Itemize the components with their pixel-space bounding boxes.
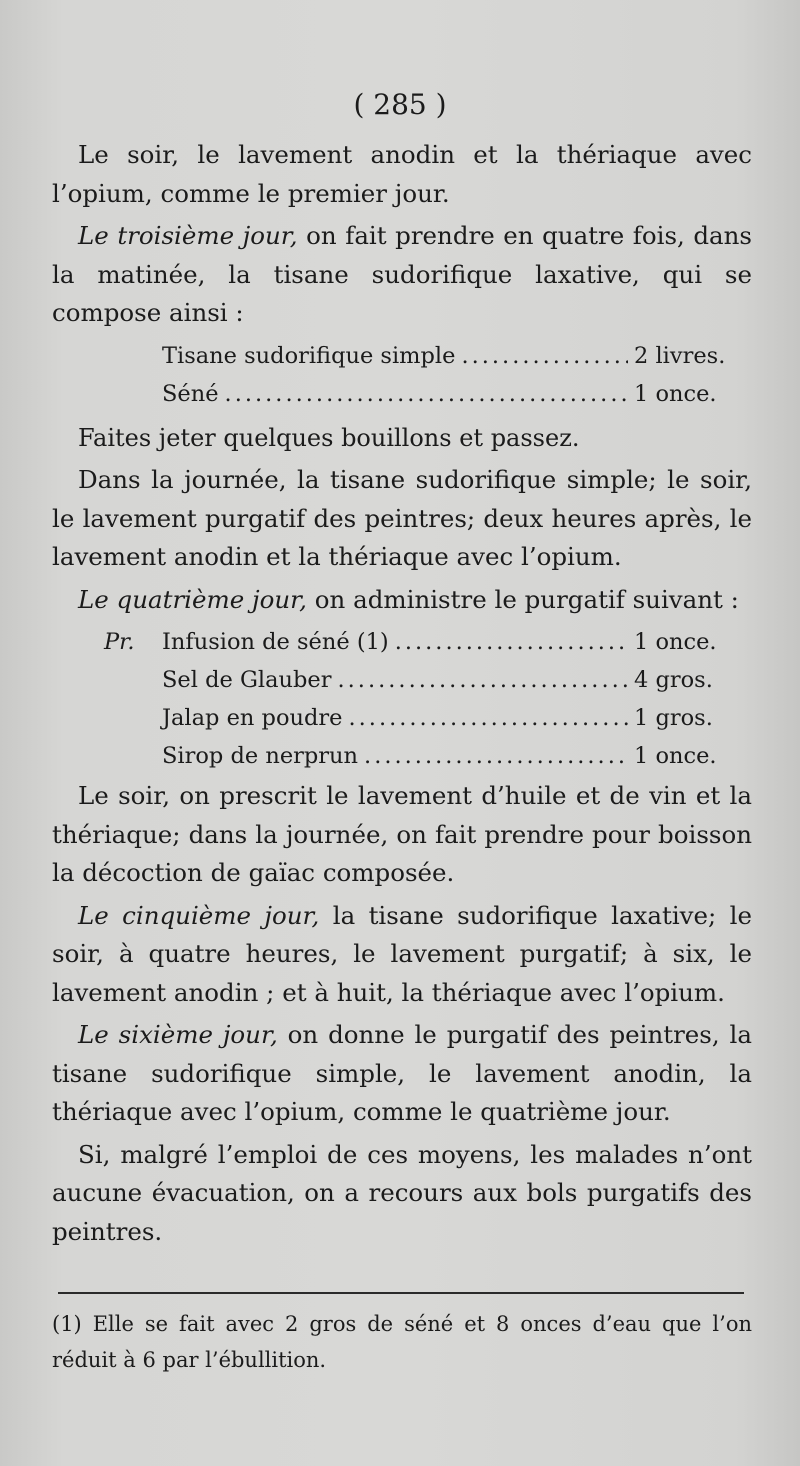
- ingredient-qty: 1 gros.: [634, 705, 713, 731]
- paragraph-7-text: la tisane sudorifique laxative; le soir, à quatre heures, le lavement purgatif; à six, le lavement anodin ; et à huit, la thériaque avec l’opium.: [52, 900, 752, 1007]
- paragraph-2-text: on fait prendre en quatre fois, dans la matinée, la tisane sudorifique laxative, qui se compose ainsi :: [52, 221, 753, 327]
- ingredient-qty: 1 once.: [634, 629, 717, 655]
- ingredient-qty: 4 gros.: [634, 667, 713, 693]
- ingredient-name: Infusion de séné (1): [162, 629, 389, 655]
- ingredient-name: Sirop de nerprun: [162, 743, 359, 769]
- recipe-row: [104, 737, 752, 775]
- recipe-row: [104, 623, 752, 661]
- recipe-1: [162, 337, 752, 413]
- footnote-rule: [58, 1292, 744, 1294]
- paragraph-4: Dans la journée, la tisane sudorifique simple; le soir, le lavement purgatif des peintres; deux heures après, le lavement anodin et la thériaque avec l’opium.: [52, 465, 752, 571]
- ingredient-name: Tisane sudorifique simple: [162, 342, 456, 369]
- recipe-2: [104, 623, 752, 775]
- paragraph-6: Le soir, on prescrit le lavement d’huile et de vin et la thériaque; dans la journée, on fait prendre pour boisson la décoction de gaïac composée.: [52, 781, 752, 887]
- day-heading-5: Le cinquième jour,: [78, 900, 320, 930]
- ingredient-name: Séné: [162, 380, 219, 407]
- page-body: [52, 136, 752, 1251]
- ingredient-qty: 2 livres.: [634, 342, 726, 369]
- prescription-mark: Pr.: [104, 629, 135, 655]
- day-heading-4: Le quatrième jour,: [78, 584, 307, 614]
- footnote: (1) Elle se fait avec 2 gros de séné et 8 onces d’eau que l’on réduit à 6 par l’ébullition.: [52, 1312, 752, 1372]
- recipe-row: [162, 375, 752, 413]
- dot-leader: [348, 699, 628, 738]
- paragraph-8: [52, 1016, 752, 1132]
- dot-leader: [338, 661, 629, 700]
- recipe-row: [104, 699, 752, 737]
- paragraph-8-text: on donne le purgatif des peintres, la tisane sudorifique simple, le lavement anodin, la thériaque avec l’opium, comme le quatrième jour.: [52, 1020, 752, 1126]
- paragraph-2: [52, 217, 752, 333]
- dot-leader: [364, 737, 628, 776]
- paragraph-5-text: on administre le purgatif suivant :: [306, 584, 739, 614]
- paragraph-5: [52, 581, 752, 620]
- page-number: ( 285 ): [353, 88, 447, 121]
- day-heading-3: Le troisième jour,: [78, 221, 298, 250]
- paragraph-7: [52, 897, 752, 1013]
- recipe-row: [162, 337, 752, 375]
- ingredient-name: Jalap en poudre: [162, 705, 343, 731]
- dot-leader: [461, 337, 628, 376]
- ingredient-qty: 1 once.: [634, 743, 717, 769]
- paragraph-1: Le soir, le lavement anodin et la thériaque avec l’opium, comme le premier jour.: [52, 140, 752, 208]
- recipe-row: [104, 661, 752, 699]
- dot-leader: [225, 375, 628, 414]
- paragraph-3: Faites jeter quelques bouillons et passez.: [78, 423, 580, 452]
- day-heading-6: Le sixième jour,: [78, 1020, 278, 1049]
- paragraph-9: Si, malgré l’emploi de ces moyens, les malades n’ont aucune évacuation, on a recours aux bols purgatifs des peintres.: [52, 1139, 752, 1246]
- ingredient-name: Sel de Glauber: [162, 667, 332, 693]
- dot-leader: [395, 623, 628, 662]
- ingredient-qty: 1 once.: [634, 380, 717, 407]
